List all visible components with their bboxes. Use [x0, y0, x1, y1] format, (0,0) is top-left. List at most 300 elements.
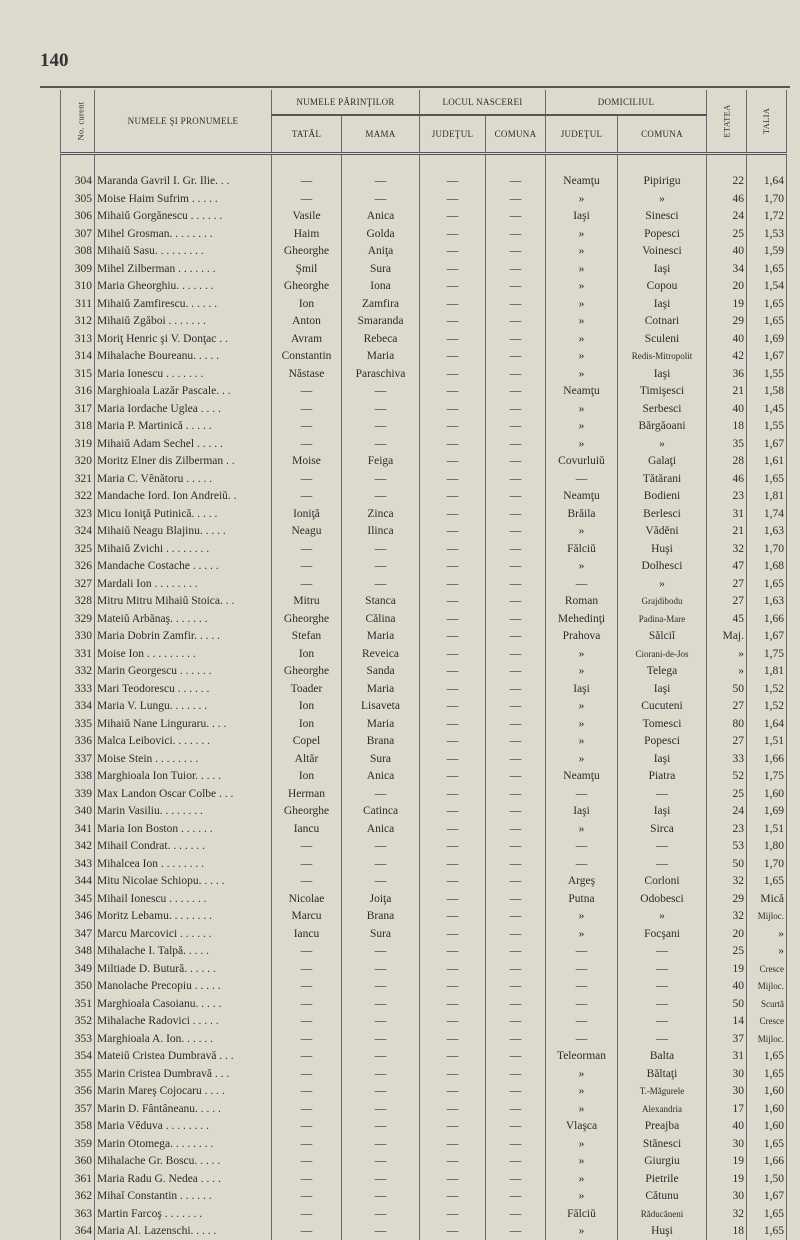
birth-county: —	[420, 243, 486, 261]
row-number: 322	[61, 488, 95, 506]
age: 18	[707, 418, 747, 436]
height: 1,65	[747, 1065, 787, 1083]
person-name: Mihail Ionescu . . . . . . .	[95, 890, 272, 908]
mother-name: —	[342, 1030, 420, 1048]
mother-name: Paraschiva	[342, 365, 420, 383]
mother-name: —	[342, 943, 420, 961]
table-row	[61, 663, 787, 681]
residence-county: Neamţu	[546, 768, 618, 786]
father-name: Haim	[272, 225, 342, 243]
residence-county: Iaşi	[546, 803, 618, 821]
person-name: Mihel Zilberman . . . . . . .	[95, 260, 272, 278]
height: »	[747, 943, 787, 961]
mother-name: —	[342, 540, 420, 558]
birth-county: —	[420, 1223, 486, 1240]
person-name: Marin D. Fântâneanu. . . . .	[95, 1100, 272, 1118]
row-number: 317	[61, 400, 95, 418]
table-row	[61, 593, 787, 611]
birth-county: —	[420, 1013, 486, 1031]
mother-name: —	[342, 855, 420, 873]
row-number: 307	[61, 225, 95, 243]
birth-county: —	[420, 575, 486, 593]
row-number: 324	[61, 523, 95, 541]
age: 50	[707, 855, 747, 873]
age: 17	[707, 1100, 747, 1118]
birth-county: —	[420, 663, 486, 681]
residence-county: —	[546, 838, 618, 856]
father-name: Marcu	[272, 908, 342, 926]
birth-county: —	[420, 435, 486, 453]
person-name: Moriţ Henric şi V. Donţac . .	[95, 330, 272, 348]
birth-commune: —	[486, 995, 546, 1013]
table-row	[61, 628, 787, 646]
residence-county: »	[546, 1153, 618, 1171]
birth-county: —	[420, 260, 486, 278]
table-row	[61, 523, 787, 541]
mother-name: Catinca	[342, 803, 420, 821]
person-name: Mihaiŭ Zvichi . . . . . . . .	[95, 540, 272, 558]
residence-county: »	[546, 400, 618, 418]
birth-commune: —	[486, 1100, 546, 1118]
height: 1,58	[747, 383, 787, 401]
row-number: 339	[61, 785, 95, 803]
mother-name: —	[342, 1170, 420, 1188]
row-number: 313	[61, 330, 95, 348]
person-name: Mihail Condrat. . . . . . .	[95, 838, 272, 856]
row-number: 316	[61, 383, 95, 401]
birth-commune: —	[486, 698, 546, 716]
row-number: 354	[61, 1048, 95, 1066]
height: 1,65	[747, 470, 787, 488]
person-name: Maranda Gavril I. Gr. Ilie. . .	[95, 173, 272, 191]
row-number: 342	[61, 838, 95, 856]
birth-commune: —	[486, 680, 546, 698]
age: 19	[707, 1153, 747, 1171]
father-name: —	[272, 540, 342, 558]
father-name: —	[272, 978, 342, 996]
residence-county: »	[546, 225, 618, 243]
row-number: 336	[61, 733, 95, 751]
age: 20	[707, 925, 747, 943]
mother-name: Anica	[342, 820, 420, 838]
father-name: Gheorghe	[272, 803, 342, 821]
birth-commune: —	[486, 663, 546, 681]
table-row	[61, 768, 787, 786]
birth-commune: —	[486, 925, 546, 943]
age: 19	[707, 295, 747, 313]
residence-commune: T.-Măgurele	[618, 1083, 707, 1101]
person-name: Mihaiŭ Gorgănescu . . . . . .	[95, 208, 272, 226]
residence-county: —	[546, 1030, 618, 1048]
table-row	[61, 505, 787, 523]
residence-commune: Bărgăoani	[618, 418, 707, 436]
person-name: Mitu Nicolae Schiopu. . . . .	[95, 873, 272, 891]
residence-county: »	[546, 278, 618, 296]
age: 40	[707, 330, 747, 348]
age: 18	[707, 1223, 747, 1240]
age: 29	[707, 313, 747, 331]
mother-name: —	[342, 995, 420, 1013]
age: 25	[707, 785, 747, 803]
table-row	[61, 260, 787, 278]
residence-county: »	[546, 1170, 618, 1188]
height: 1,53	[747, 225, 787, 243]
person-name: Moise Stein . . . . . . . .	[95, 750, 272, 768]
residence-county: »	[546, 190, 618, 208]
height: 1,63	[747, 523, 787, 541]
birth-county: —	[420, 278, 486, 296]
birth-commune: —	[486, 960, 546, 978]
residence-county: »	[546, 435, 618, 453]
birth-county: —	[420, 855, 486, 873]
father-name: —	[272, 418, 342, 436]
birth-commune: —	[486, 1065, 546, 1083]
birth-commune: —	[486, 400, 546, 418]
residence-county: »	[546, 1135, 618, 1153]
person-name: Maria C. Vênătoru . . . . .	[95, 470, 272, 488]
mother-name: —	[342, 190, 420, 208]
residence-county: »	[546, 1188, 618, 1206]
row-number: 340	[61, 803, 95, 821]
birth-commune: —	[486, 1030, 546, 1048]
person-name: Mitru Mitru Mihaiŭ Stoica. . .	[95, 593, 272, 611]
birth-county: —	[420, 1030, 486, 1048]
residence-county: »	[546, 243, 618, 261]
birth-county: —	[420, 225, 486, 243]
birth-commune: —	[486, 1153, 546, 1171]
residence-commune: »	[618, 908, 707, 926]
person-name: Moise Ion . . . . . . . . .	[95, 645, 272, 663]
header-parents: NUMELE PĂRINŢILOR	[272, 90, 420, 115]
birth-commune: —	[486, 1083, 546, 1101]
residence-commune: Redis-Mitropolit	[618, 348, 707, 366]
residence-commune: Piatra	[618, 768, 707, 786]
birth-county: —	[420, 418, 486, 436]
table-row	[61, 1048, 787, 1066]
birth-commune: —	[486, 1118, 546, 1136]
father-name: —	[272, 190, 342, 208]
row-number: 358	[61, 1118, 95, 1136]
mother-name: Călina	[342, 610, 420, 628]
residence-commune: —	[618, 960, 707, 978]
residence-commune: Tătărani	[618, 470, 707, 488]
age: 23	[707, 488, 747, 506]
birth-commune: —	[486, 838, 546, 856]
birth-commune: —	[486, 1135, 546, 1153]
height: 1,69	[747, 803, 787, 821]
father-name: —	[272, 1118, 342, 1136]
table-row	[61, 715, 787, 733]
father-name: —	[272, 1170, 342, 1188]
residence-commune: —	[618, 855, 707, 873]
row-number: 320	[61, 453, 95, 471]
birth-commune: —	[486, 908, 546, 926]
birth-county: —	[420, 470, 486, 488]
residence-commune: Berlesci	[618, 505, 707, 523]
birth-commune: —	[486, 873, 546, 891]
residence-county: Fălciŭ	[546, 540, 618, 558]
father-name: —	[272, 995, 342, 1013]
residence-county: Covurluiŭ	[546, 453, 618, 471]
row-number: 334	[61, 698, 95, 716]
residence-county: Argeş	[546, 873, 618, 891]
age: 32	[707, 540, 747, 558]
row-number: 306	[61, 208, 95, 226]
birth-county: —	[420, 873, 486, 891]
row-number: 359	[61, 1135, 95, 1153]
father-name: Copel	[272, 733, 342, 751]
mother-name: Aniţa	[342, 243, 420, 261]
residence-commune: »	[618, 575, 707, 593]
birth-county: —	[420, 680, 486, 698]
mother-name: —	[342, 1065, 420, 1083]
age: 14	[707, 1013, 747, 1031]
mother-name: Sura	[342, 925, 420, 943]
age: 19	[707, 960, 747, 978]
residence-county: »	[546, 698, 618, 716]
table-row	[61, 1065, 787, 1083]
row-number: 347	[61, 925, 95, 943]
table-row	[61, 365, 787, 383]
age: 46	[707, 470, 747, 488]
age: 27	[707, 593, 747, 611]
height: 1,66	[747, 610, 787, 628]
residence-commune: Balta	[618, 1048, 707, 1066]
father-name: Moise	[272, 453, 342, 471]
person-name: Mihalache I. Talpă. . . . .	[95, 943, 272, 961]
residence-commune: Alexandria	[618, 1100, 707, 1118]
page-number: 140	[40, 50, 69, 72]
mother-name: —	[342, 785, 420, 803]
age: 37	[707, 1030, 747, 1048]
father-name: —	[272, 1048, 342, 1066]
birth-county: —	[420, 400, 486, 418]
table-row	[61, 313, 787, 331]
residence-commune: Iaşi	[618, 750, 707, 768]
row-number: 343	[61, 855, 95, 873]
row-number: 355	[61, 1065, 95, 1083]
residence-commune: Preajba	[618, 1118, 707, 1136]
birth-commune: —	[486, 820, 546, 838]
person-name: Maria Ionescu . . . . . . .	[95, 365, 272, 383]
table-row	[61, 1118, 787, 1136]
mother-name: Ilinca	[342, 523, 420, 541]
father-name: —	[272, 1205, 342, 1223]
height: 1,65	[747, 1223, 787, 1240]
height: 1,69	[747, 330, 787, 348]
father-name: Nicolae	[272, 890, 342, 908]
residence-commune: Focşani	[618, 925, 707, 943]
age: 50	[707, 680, 747, 698]
residence-county: »	[546, 908, 618, 926]
age: 21	[707, 383, 747, 401]
person-name: Marin Vasiliu. . . . . . . .	[95, 803, 272, 821]
father-name: —	[272, 943, 342, 961]
father-name: Mitru	[272, 593, 342, 611]
birth-county: —	[420, 1118, 486, 1136]
person-name: Mihaiŭ Neagu Blajinu. . . . .	[95, 523, 272, 541]
height: 1,67	[747, 628, 787, 646]
residence-commune: Băltaţi	[618, 1065, 707, 1083]
residence-commune: Voinesci	[618, 243, 707, 261]
table-row	[61, 173, 787, 191]
row-number: 312	[61, 313, 95, 331]
height: 1,67	[747, 1188, 787, 1206]
table-row	[61, 190, 787, 208]
table-row	[61, 960, 787, 978]
table-row	[61, 1030, 787, 1048]
birth-county: —	[420, 715, 486, 733]
residence-commune: Giurgiu	[618, 1153, 707, 1171]
father-name: Gheorghe	[272, 278, 342, 296]
height: 1,65	[747, 873, 787, 891]
residence-county: »	[546, 523, 618, 541]
birth-commune: —	[486, 750, 546, 768]
person-name: Moise Haim Sufrim . . . . .	[95, 190, 272, 208]
birth-county: —	[420, 1170, 486, 1188]
age: 45	[707, 610, 747, 628]
residence-county: Neamţu	[546, 488, 618, 506]
header-commune-birth: COMUNA	[486, 115, 546, 154]
top-rule	[40, 86, 790, 88]
height: 1,67	[747, 348, 787, 366]
birth-county: —	[420, 628, 486, 646]
mother-name: Reveica	[342, 645, 420, 663]
row-number: 332	[61, 663, 95, 681]
height: 1,75	[747, 768, 787, 786]
residence-commune: Cucuteni	[618, 698, 707, 716]
table-row	[61, 453, 787, 471]
height: 1,63	[747, 593, 787, 611]
birth-county: —	[420, 505, 486, 523]
father-name: —	[272, 400, 342, 418]
age: 36	[707, 365, 747, 383]
birth-county: —	[420, 925, 486, 943]
height: 1,64	[747, 715, 787, 733]
birth-commune: —	[486, 558, 546, 576]
birth-county: —	[420, 995, 486, 1013]
birth-county: —	[420, 908, 486, 926]
residence-commune: Ciorani-de-Jos	[618, 645, 707, 663]
residence-county: Neamţu	[546, 173, 618, 191]
height: 1,65	[747, 1135, 787, 1153]
table-row	[61, 243, 787, 261]
person-name: Mateiŭ Arbănaş. . . . . . .	[95, 610, 272, 628]
birth-commune: —	[486, 453, 546, 471]
birth-county: —	[420, 365, 486, 383]
residence-county: —	[546, 785, 618, 803]
person-name: Mihel Grosman. . . . . . . .	[95, 225, 272, 243]
table-row	[61, 383, 787, 401]
person-name: Marghioala A. Ion. . . . . .	[95, 1030, 272, 1048]
person-name: Malca Leibovici. . . . . . .	[95, 733, 272, 751]
residence-commune: —	[618, 785, 707, 803]
mother-name: Lisaveta	[342, 698, 420, 716]
person-name: Maria Al. Lazenschi. . . . .	[95, 1223, 272, 1240]
mother-name: Sura	[342, 260, 420, 278]
father-name: —	[272, 855, 342, 873]
height: 1,64	[747, 173, 787, 191]
row-number: 351	[61, 995, 95, 1013]
mother-name: —	[342, 470, 420, 488]
birth-county: —	[420, 1153, 486, 1171]
table-row	[61, 418, 787, 436]
residence-commune: Telega	[618, 663, 707, 681]
row-number: 318	[61, 418, 95, 436]
header-name: NUMELE ŞI PRONUMELE	[95, 90, 272, 154]
row-number: 308	[61, 243, 95, 261]
residence-commune: Odobesci	[618, 890, 707, 908]
person-name: Maria P. Martinică . . . . .	[95, 418, 272, 436]
father-name: Ion	[272, 698, 342, 716]
table-row	[61, 278, 787, 296]
residence-county: —	[546, 995, 618, 1013]
person-name: Marghioala Casoianu. . . . .	[95, 995, 272, 1013]
height: 1,54	[747, 278, 787, 296]
father-name: —	[272, 488, 342, 506]
residence-county: Mehedinţi	[546, 610, 618, 628]
height: Cresce	[747, 1013, 787, 1031]
height: 1,50	[747, 1170, 787, 1188]
residence-commune: —	[618, 995, 707, 1013]
person-name: Mardali Ion . . . . . . . .	[95, 575, 272, 593]
father-name: Toader	[272, 680, 342, 698]
mother-name: —	[342, 488, 420, 506]
residence-commune: »	[618, 435, 707, 453]
age: »	[707, 645, 747, 663]
age: 29	[707, 890, 747, 908]
residence-county: Prahova	[546, 628, 618, 646]
row-number: 357	[61, 1100, 95, 1118]
spacer-row	[61, 154, 787, 173]
age: Maj.	[707, 628, 747, 646]
birth-county: —	[420, 960, 486, 978]
residence-commune: Dolhesci	[618, 558, 707, 576]
residence-county: Neamţu	[546, 383, 618, 401]
mother-name: —	[342, 960, 420, 978]
birth-commune: —	[486, 1188, 546, 1206]
age: 24	[707, 803, 747, 821]
person-name: Mihaiŭ Adam Sechel . . . . .	[95, 435, 272, 453]
birth-commune: —	[486, 1223, 546, 1240]
mother-name: —	[342, 978, 420, 996]
mother-name: Brana	[342, 908, 420, 926]
residence-commune: Popesci	[618, 225, 707, 243]
age: 30	[707, 1188, 747, 1206]
birth-commune: —	[486, 190, 546, 208]
height: 1,51	[747, 820, 787, 838]
row-number: 341	[61, 820, 95, 838]
mother-name: Feiga	[342, 453, 420, 471]
father-name: Ion	[272, 768, 342, 786]
height: 1,55	[747, 418, 787, 436]
height: 1,55	[747, 365, 787, 383]
table-row	[61, 873, 787, 891]
table-row	[61, 943, 787, 961]
residence-commune: Iaşi	[618, 365, 707, 383]
row-number: 335	[61, 715, 95, 733]
residence-commune: —	[618, 978, 707, 996]
birth-county: —	[420, 838, 486, 856]
birth-commune: —	[486, 593, 546, 611]
birth-commune: —	[486, 523, 546, 541]
age: 52	[707, 768, 747, 786]
residence-county: Putna	[546, 890, 618, 908]
birth-county: —	[420, 645, 486, 663]
table-row	[61, 575, 787, 593]
person-name: Mari Teodorescu . . . . . .	[95, 680, 272, 698]
age: 27	[707, 733, 747, 751]
